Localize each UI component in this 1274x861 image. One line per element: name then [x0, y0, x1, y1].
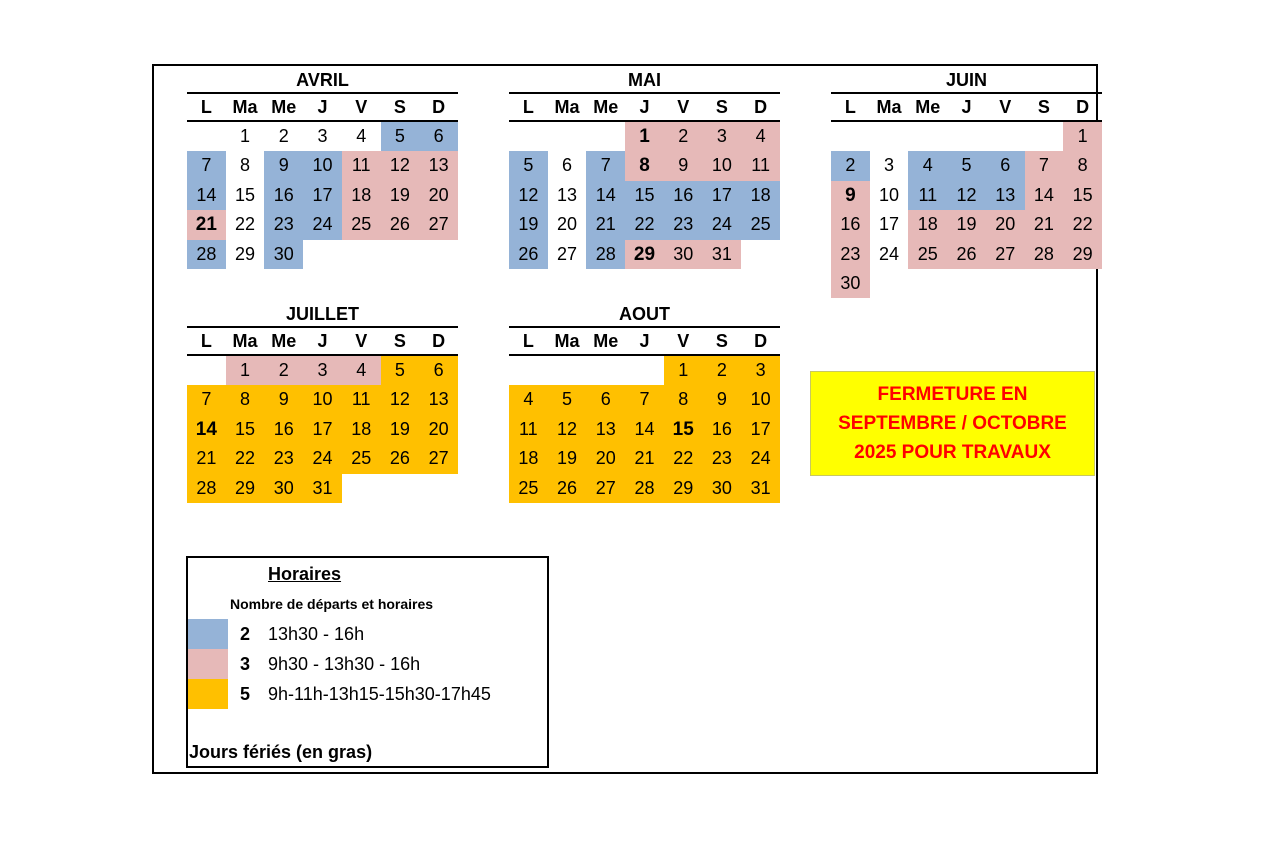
- weekday-label: Me: [915, 97, 941, 117]
- day-cell: 2: [264, 356, 303, 385]
- day-cell: 9: [831, 181, 870, 210]
- day-cell: 1: [625, 122, 664, 151]
- day-cell: 29: [235, 243, 256, 264]
- day-cell: 8: [240, 155, 251, 176]
- day-cell: 5: [548, 385, 587, 414]
- day-cell: 17: [703, 181, 742, 210]
- day-cell: 3: [317, 126, 328, 146]
- day-cell: 2: [278, 126, 289, 146]
- day-cell: 17: [741, 415, 780, 444]
- empty-cell: [831, 122, 870, 151]
- day-cell: 28: [586, 240, 625, 269]
- day-cell: 13: [419, 385, 458, 414]
- weekday-header: [509, 326, 780, 356]
- month-title: AVRIL: [296, 70, 349, 90]
- legend-subtitle: Nombre de départs et horaires: [230, 596, 434, 612]
- day-cell: 27: [586, 474, 625, 503]
- day-cell: 3: [303, 356, 342, 385]
- day-cell: 12: [947, 181, 986, 210]
- day-cell: 7: [625, 385, 664, 414]
- day-cell: 5: [509, 151, 548, 180]
- weekday-label: L: [200, 97, 212, 117]
- day-cell: 5: [947, 151, 986, 180]
- empty-cell: [908, 122, 947, 151]
- day-cell: 23: [264, 210, 303, 239]
- legend-count: 2: [240, 624, 251, 644]
- day-cell: 1: [664, 356, 703, 385]
- day-cell: 25: [342, 444, 381, 473]
- weekday-label: V: [355, 331, 368, 351]
- day-cell: 31: [703, 240, 742, 269]
- day-cell: 24: [703, 210, 742, 239]
- day-cell: 15: [625, 181, 664, 210]
- empty-cell: [625, 356, 664, 385]
- empty-cell: [586, 122, 625, 151]
- day-cell: 17: [303, 181, 342, 210]
- day-cell: 24: [879, 243, 900, 264]
- weekday-label: Ma: [232, 97, 258, 117]
- day-cell: 11: [342, 385, 381, 414]
- day-cell: 6: [562, 155, 573, 176]
- legend-swatch: [188, 619, 228, 649]
- weekday-label: L: [844, 97, 856, 117]
- day-cell: 17: [879, 214, 900, 235]
- legend-times: 9h30 - 13h30 - 16h: [268, 654, 421, 674]
- day-cell: 4: [741, 122, 780, 151]
- day-cell: 21: [187, 444, 226, 473]
- day-cell: 14: [1025, 181, 1064, 210]
- day-cell: 16: [264, 181, 303, 210]
- day-cell: 3: [884, 155, 895, 176]
- day-cell: 9: [664, 151, 703, 180]
- month-title: JUILLET: [285, 304, 359, 324]
- day-cell: 27: [986, 240, 1025, 269]
- day-cell: 13: [419, 151, 458, 180]
- day-cell: 26: [381, 444, 420, 473]
- day-cell: 19: [381, 181, 420, 210]
- day-cell: 10: [879, 184, 900, 205]
- day-cell: 20: [986, 210, 1025, 239]
- day-cell: 22: [625, 210, 664, 239]
- legend-times: 9h-11h-13h15-15h30-17h45: [268, 684, 491, 704]
- day-cell: 12: [381, 385, 420, 414]
- weekday-header: [509, 92, 780, 122]
- day-cell: 15: [1063, 181, 1102, 210]
- weekday-label: J: [317, 331, 328, 351]
- day-cell: 26: [509, 240, 548, 269]
- month-juillet: [187, 302, 458, 503]
- weekday-label: D: [1076, 97, 1090, 117]
- day-cell: 3: [741, 356, 780, 385]
- day-grid: [187, 122, 458, 269]
- day-cell: 31: [303, 474, 342, 503]
- weekday-label: Ma: [232, 331, 258, 351]
- day-cell: 6: [986, 151, 1025, 180]
- day-cell: 14: [187, 181, 226, 210]
- day-cell: 11: [342, 151, 381, 180]
- weekday-label: S: [715, 331, 728, 351]
- legend-row: [188, 649, 548, 679]
- day-cell: 10: [741, 385, 780, 414]
- day-cell: 2: [664, 122, 703, 151]
- legend-row: [188, 619, 548, 649]
- legend-swatch: [188, 649, 228, 679]
- day-cell: 18: [342, 181, 381, 210]
- day-cell: 13: [557, 184, 578, 205]
- day-cell: 13: [586, 415, 625, 444]
- day-cell: 20: [557, 214, 578, 235]
- day-cell: 2: [831, 151, 870, 180]
- legend-count: 5: [240, 684, 251, 704]
- month-title: MAI: [628, 70, 661, 90]
- day-cell: 11: [741, 151, 780, 180]
- day-cell: 8: [1063, 151, 1102, 180]
- day-cell: 8: [664, 385, 703, 414]
- weekday-label: S: [393, 97, 406, 117]
- day-cell: 12: [548, 415, 587, 444]
- weekday-label: L: [200, 331, 212, 351]
- day-cell: 14: [586, 181, 625, 210]
- day-cell: 14: [187, 415, 226, 444]
- weekday-header: [187, 92, 458, 122]
- day-cell: 19: [947, 210, 986, 239]
- weekday-label: L: [522, 97, 534, 117]
- day-cell: 30: [703, 474, 742, 503]
- day-cell: 2: [703, 356, 742, 385]
- month-title: AOUT: [619, 304, 670, 324]
- day-cell: 28: [625, 474, 664, 503]
- day-cell: 19: [381, 415, 420, 444]
- day-cell: 25: [741, 210, 780, 239]
- day-cell: 16: [664, 181, 703, 210]
- day-cell: 8: [625, 151, 664, 180]
- month-mai: [509, 68, 780, 269]
- day-cell: 23: [664, 210, 703, 239]
- legend-times: 13h30 - 16h: [268, 624, 365, 644]
- day-cell: 25: [509, 474, 548, 503]
- weekday-label: S: [393, 331, 406, 351]
- empty-cell: [509, 356, 548, 385]
- day-cell: 1: [1063, 122, 1102, 151]
- day-cell: 1: [240, 126, 251, 146]
- day-cell: 16: [264, 415, 303, 444]
- day-cell: 7: [586, 151, 625, 180]
- empty-cell: [1025, 122, 1064, 151]
- weekday-label: D: [432, 97, 446, 117]
- day-grid: [509, 122, 780, 269]
- day-cell: 7: [187, 385, 226, 414]
- day-cell: 25: [908, 240, 947, 269]
- weekday-label: J: [961, 97, 972, 117]
- legend-count: 3: [240, 654, 251, 674]
- weekday-label: V: [999, 97, 1012, 117]
- day-cell: 27: [419, 210, 458, 239]
- day-cell: 12: [509, 181, 548, 210]
- day-cell: 6: [419, 122, 458, 151]
- day-cell: 22: [664, 444, 703, 473]
- month-title: JUIN: [945, 70, 987, 90]
- weekday-label: Ma: [554, 331, 580, 351]
- day-cell: 30: [264, 240, 303, 269]
- day-cell: 28: [187, 240, 226, 269]
- weekday-label: D: [432, 331, 446, 351]
- day-cell: 29: [1063, 240, 1102, 269]
- day-cell: 6: [586, 385, 625, 414]
- day-cell: 30: [264, 474, 303, 503]
- day-cell: 18: [509, 444, 548, 473]
- day-cell: 23: [703, 444, 742, 473]
- day-cell: 20: [586, 444, 625, 473]
- day-cell: 25: [342, 210, 381, 239]
- day-cell: 30: [831, 269, 870, 298]
- day-cell: 7: [1025, 151, 1064, 180]
- day-cell: 24: [303, 444, 342, 473]
- day-cell: 26: [548, 474, 587, 503]
- day-cell: 18: [342, 415, 381, 444]
- day-cell: 21: [586, 210, 625, 239]
- day-grid: [509, 356, 780, 503]
- legend-row: [188, 679, 548, 709]
- day-cell: 9: [264, 385, 303, 414]
- day-cell: 30: [664, 240, 703, 269]
- weekday-label: Ma: [876, 97, 902, 117]
- month-aout: [509, 302, 780, 503]
- day-cell: 20: [419, 415, 458, 444]
- day-cell: 21: [1025, 210, 1064, 239]
- day-cell: 8: [226, 385, 265, 414]
- day-cell: 9: [264, 151, 303, 180]
- day-cell: 29: [625, 240, 664, 269]
- day-cell: 9: [703, 385, 742, 414]
- day-cell: 22: [235, 214, 256, 235]
- empty-cell: [586, 356, 625, 385]
- day-cell: 29: [664, 474, 703, 503]
- empty-cell: [870, 122, 909, 151]
- day-cell: 7: [187, 151, 226, 180]
- empty-cell: [986, 122, 1025, 151]
- day-cell: 4: [908, 151, 947, 180]
- day-cell: 5: [381, 122, 420, 151]
- day-cell: 24: [741, 444, 780, 473]
- weekday-label: D: [754, 331, 768, 351]
- day-cell: 16: [831, 210, 870, 239]
- empty-cell: [947, 122, 986, 151]
- day-cell: 15: [664, 415, 703, 444]
- weekday-header: [831, 92, 1102, 122]
- weekday-label: J: [317, 97, 328, 117]
- day-grid: [831, 122, 1102, 298]
- day-cell: 11: [908, 181, 947, 210]
- weekday-label: J: [639, 97, 650, 117]
- day-cell: 4: [342, 356, 381, 385]
- day-cell: 23: [831, 240, 870, 269]
- day-cell: 10: [303, 385, 342, 414]
- day-cell: 4: [509, 385, 548, 414]
- closure-notice: [810, 371, 1095, 476]
- day-cell: 3: [703, 122, 742, 151]
- weekday-label: D: [754, 97, 768, 117]
- legend-footer: Jours fériés (en gras): [189, 742, 373, 762]
- weekday-label: J: [639, 331, 650, 351]
- day-cell: 24: [303, 210, 342, 239]
- empty-cell: [548, 356, 587, 385]
- day-cell: 19: [548, 444, 587, 473]
- weekday-label: Me: [593, 97, 619, 117]
- day-cell: 28: [1025, 240, 1064, 269]
- day-cell: 26: [381, 210, 420, 239]
- day-cell: 23: [264, 444, 303, 473]
- day-cell: 1: [226, 356, 265, 385]
- weekday-label: V: [355, 97, 368, 117]
- weekday-label: V: [677, 331, 690, 351]
- day-cell: 27: [419, 444, 458, 473]
- day-cell: 21: [625, 444, 664, 473]
- weekday-label: Me: [593, 331, 619, 351]
- day-cell: 17: [303, 415, 342, 444]
- day-grid: [187, 356, 458, 503]
- day-cell: 21: [187, 210, 226, 239]
- month-avril: [187, 68, 458, 269]
- weekday-label: Me: [271, 97, 297, 117]
- empty-cell: [509, 122, 548, 151]
- day-cell: 10: [303, 151, 342, 180]
- day-cell: 27: [557, 243, 578, 264]
- legend-swatch: [188, 679, 228, 709]
- day-cell: 28: [187, 474, 226, 503]
- day-cell: 22: [226, 444, 265, 473]
- weekday-label: S: [1037, 97, 1050, 117]
- weekday-header: [187, 326, 458, 356]
- legend-title: Horaires: [268, 564, 342, 584]
- day-cell: 15: [226, 415, 265, 444]
- empty-cell: [548, 122, 587, 151]
- weekday-label: Ma: [554, 97, 580, 117]
- day-cell: 13: [986, 181, 1025, 210]
- schedule-legend: [186, 556, 549, 768]
- day-cell: 26: [947, 240, 986, 269]
- empty-cell: [187, 356, 226, 385]
- day-cell: 6: [419, 356, 458, 385]
- empty-cell: [187, 122, 226, 151]
- notice-line: FERMETURE EN: [877, 384, 1028, 405]
- day-cell: 15: [235, 184, 256, 205]
- day-cell: 31: [741, 474, 780, 503]
- day-cell: 22: [1063, 210, 1102, 239]
- month-juin: [831, 68, 1102, 298]
- day-cell: 4: [356, 126, 367, 146]
- day-cell: 16: [703, 415, 742, 444]
- notice-line: 2025 POUR TRAVAUX: [854, 442, 1051, 463]
- weekday-label: S: [715, 97, 728, 117]
- day-cell: 29: [226, 474, 265, 503]
- day-cell: 14: [625, 415, 664, 444]
- day-cell: 19: [509, 210, 548, 239]
- day-cell: 18: [741, 181, 780, 210]
- day-cell: 10: [703, 151, 742, 180]
- day-cell: 11: [509, 415, 548, 444]
- notice-line: SEPTEMBRE / OCTOBRE: [838, 413, 1067, 434]
- weekday-label: L: [522, 331, 534, 351]
- day-cell: 20: [419, 181, 458, 210]
- weekday-label: V: [677, 97, 690, 117]
- day-cell: 5: [381, 356, 420, 385]
- day-cell: 12: [381, 151, 420, 180]
- day-cell: 18: [908, 210, 947, 239]
- weekday-label: Me: [271, 331, 297, 351]
